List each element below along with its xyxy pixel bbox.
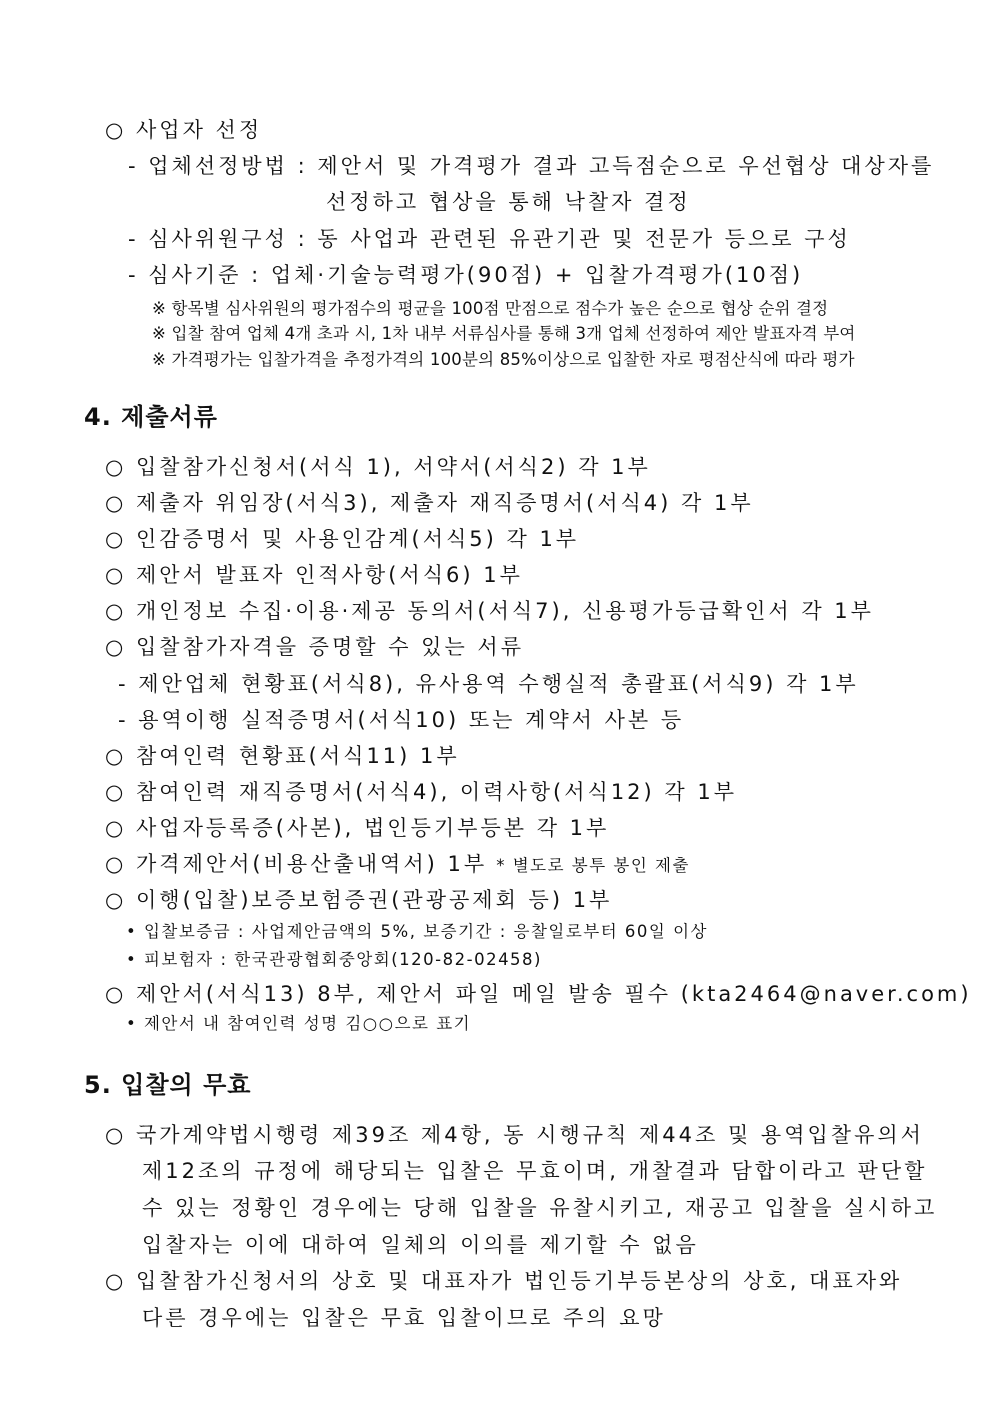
submission-item: ○ 참여인력 재직증명서(서식4), 이력사항(서식12) 각 1부 [105, 780, 738, 804]
selection-criteria: - 심사기준 : 업체·기술능력평가(90점) + 입찰가격평가(10점) [128, 263, 804, 287]
invalid-bid-para2-line: ○ 입찰참가신청서의 상호 및 대표자가 법인등기부등본상의 상호, 대표자와 [105, 1269, 903, 1293]
submission-subitem: - 용역이행 실적증명서(서식10) 또는 계약서 사본 등 [118, 708, 685, 732]
invalid-bid-para2-line: 다른 경우에는 입찰은 무효 입찰이므로 주의 요망 [142, 1306, 666, 1330]
submission-item: ○ 제출자 위임장(서식3), 제출자 재직증명서(서식4) 각 1부 [105, 491, 754, 515]
submission-bullet: • 입찰보증금 : 사업제안금액의 5%, 보증기간 : 응찰일로부터 60일 이상 [126, 922, 708, 941]
submission-subitem: - 제안업체 현황표(서식8), 유사용역 수행실적 총괄표(서식9) 각 1부 [118, 672, 859, 696]
submission-item: ○ 참여인력 현황표(서식11) 1부 [105, 744, 460, 768]
section4-heading: 4. 제출서류 [84, 403, 218, 431]
selection-note-2: ※ 입찰 참여 업체 4개 초과 시, 1차 내부 서류심사를 통해 3개 업체 선정하여 제안 발표자격 부여 [152, 324, 856, 343]
selection-method-line1: - 업체선정방법 : 제안서 및 가격평가 결과 고득점순으로 우선협상 대상자를 [128, 154, 935, 178]
invalid-bid-para1-line: 입찰자는 이에 대하여 일체의 이의를 제기할 수 없음 [142, 1233, 699, 1257]
submission-bullet: • 피보험자 : 한국관광협회중앙회(120-82-02458) [126, 950, 542, 969]
invalid-bid-para1-line: ○ 국가계약법시행령 제39조 제4항, 동 시행규칙 제44조 및 용역입찰유의서 [105, 1123, 924, 1147]
submission-item: ○ 제안서 발표자 인적사항(서식6) 1부 [105, 563, 523, 587]
section5-heading: 5. 입찰의 무효 [84, 1071, 252, 1099]
invalid-bid-para1-line: 수 있는 정황인 경우에는 당해 입찰을 유찰시키고, 재공고 입찰을 실시하고 [142, 1196, 938, 1220]
submission-item: ○ 사업자등록증(사본), 법인등기부등본 각 1부 [105, 816, 610, 840]
submission-item: ○ 이행(입찰)보증보험증권(관광공제회 등) 1부 [105, 888, 613, 912]
price-proposal-label: ○ 가격제안서(비용산출내역서) 1부 [105, 852, 488, 876]
selection-note-3: ※ 가격평가는 입찰가격을 추정가격의 100분의 85%이상으로 입찰한 자로 평점산식에 따라 평가 [152, 350, 855, 369]
selection-title: ○ 사업자 선정 [105, 118, 263, 142]
price-proposal-note: * 별도로 봉투 봉인 제출 [496, 856, 690, 875]
selection-note-1: ※ 항목별 심사위원의 평가점수의 평균을 100점 만점으로 점수가 높은 순으로 협상 순위 결정 [152, 299, 829, 318]
submission-item-price [105, 854, 690, 875]
submission-bullet: • 제안서 내 참여인력 성명 김○○으로 표기 [126, 1014, 472, 1033]
submission-item: ○ 입찰참가신청서(서식 1), 서약서(서식2) 각 1부 [105, 455, 651, 479]
selection-method-line2: 선정하고 협상을 통해 낙찰자 결정 [326, 190, 691, 214]
submission-item: ○ 인감증명서 및 사용인감계(서식5) 각 1부 [105, 527, 580, 551]
submission-item: ○ 입찰참가자격을 증명할 수 있는 서류 [105, 635, 524, 659]
submission-item: ○ 제안서(서식13) 8부, 제안서 파일 메일 발송 필수 (kta2464@naver.com) [105, 982, 972, 1006]
submission-item: ○ 개인정보 수집·이용·제공 동의서(서식7), 신용평가등급확인서 각 1부 [105, 599, 874, 623]
selection-committee: - 심사위원구성 : 동 사업과 관련된 유관기관 및 전문가 등으로 구성 [128, 227, 851, 251]
invalid-bid-para1-line: 제12조의 규정에 해당되는 입찰은 무효이며, 개찰결과 담합이라고 판단할 [142, 1159, 928, 1183]
